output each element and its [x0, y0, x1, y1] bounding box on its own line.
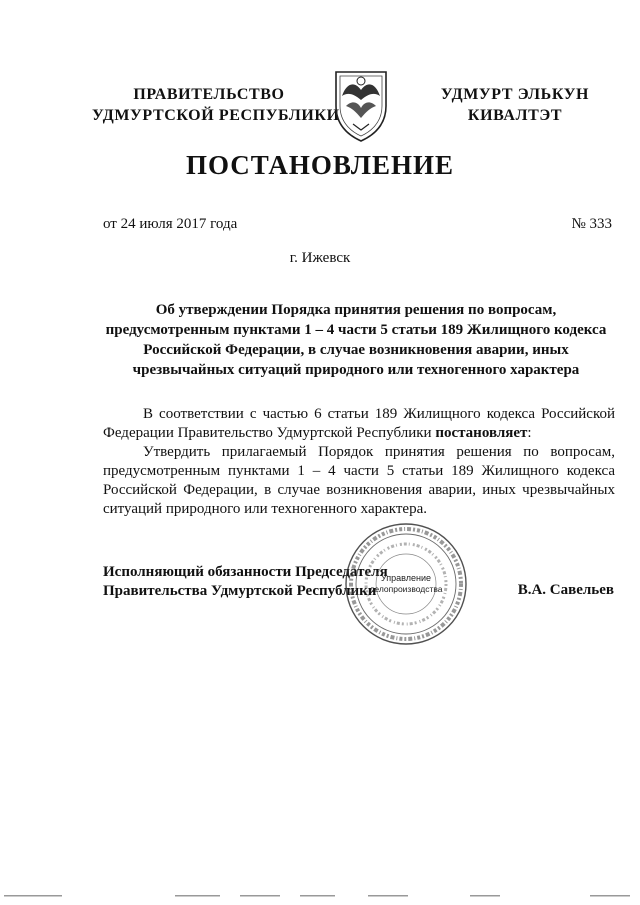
- document-number: № 333: [571, 216, 612, 232]
- udmurt-coat-of-arms-icon: [328, 66, 394, 144]
- body-para1-text: В соответствии с частью 6 статьи 189 Жилищного кодекса Российской Федерации Правительство Удмуртской Республики: [103, 406, 615, 441]
- stamp-center-line1: Управление: [380, 573, 432, 583]
- header-right-line2: КИВАЛТЭТ: [467, 107, 563, 124]
- document-city: г. Ижевск: [289, 250, 351, 266]
- header-right-line1: УДМУРТ ЭЛЬКУН: [440, 86, 590, 103]
- header-left-line2: УДМУРТСКОЙ РЕСПУБЛИКИ: [92, 107, 340, 124]
- government-name-russian: [92, 84, 340, 126]
- title-line4: чрезвычайных ситуаций природного или техногенного характера: [132, 362, 580, 378]
- document-title: [96, 300, 616, 380]
- signer-position-line2: Правительства Удмуртской Республики: [103, 583, 377, 599]
- body-paragraph-2: Утвердить прилагаемый Порядок принятия решения по вопросам, предусмотренным пунктами 1 – 4 части 5 статьи 189 Жилищного кодекса Российской Федерации, в случае возникновения аварии, иных чрезвычайных ситуаций природного или техногенного характера.: [103, 444, 615, 517]
- document-body: [103, 405, 615, 519]
- header-left-line1: ПРАВИТЕЛЬСТВО: [133, 86, 285, 103]
- body-para1-bold: постановляет: [435, 425, 528, 441]
- title-line3: Российской Федерации, в случае возникновения аварии, иных: [143, 342, 569, 358]
- title-line2: предусмотренным пунктами 1 – 4 части 5 статьи 189 Жилищного кодекса: [105, 322, 607, 338]
- official-stamp-icon: [344, 522, 468, 646]
- title-line1: Об утверждении Порядка принятия решения по вопросам,: [155, 302, 557, 318]
- document-type-heading: ПОСТАНОВЛЕНИЕ: [185, 150, 455, 180]
- signer-name: В.А. Савельев: [517, 582, 614, 598]
- stamp-center-line2: делопроизводства: [369, 584, 443, 594]
- signer-position-line1: Исполняющий обязанности Председателя: [103, 564, 388, 580]
- body-paragraph-1: [103, 405, 615, 443]
- government-name-udmurt: [440, 84, 590, 126]
- document-date: от 24 июля 2017 года: [103, 216, 238, 232]
- body-para1-end: :: [527, 425, 532, 441]
- scan-footer-marks: [0, 893, 640, 899]
